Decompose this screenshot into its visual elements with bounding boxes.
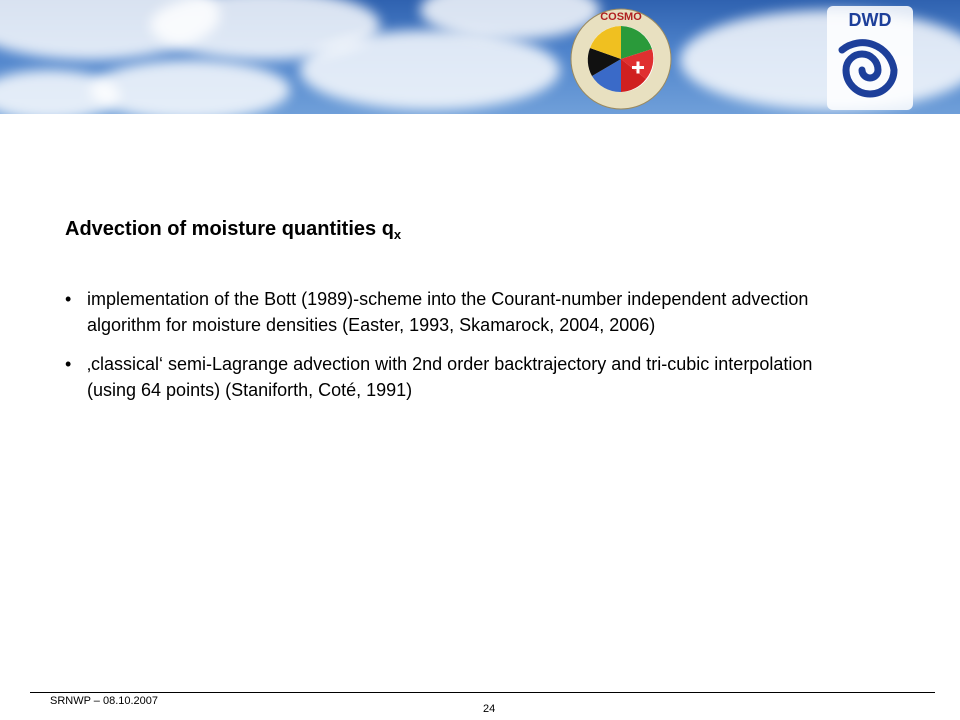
bullet-icon: • bbox=[65, 354, 72, 374]
dwd-logo bbox=[815, 4, 921, 110]
slide-title bbox=[65, 218, 401, 242]
bullet-item bbox=[65, 351, 845, 403]
page-number: 24 bbox=[483, 703, 496, 715]
footer-event-date: SRNWP – 08.10.2007 bbox=[50, 695, 159, 707]
cloud bbox=[90, 60, 290, 114]
bullet-text: implementation of the Bott (1989)-scheme into the Courant-number independent advection algorithm for moisture densities (Easter, 1993, Skamarock, 2004, 2006) bbox=[87, 289, 809, 335]
cosmo-logo bbox=[568, 6, 674, 112]
cosmo-logo-text: COSMO bbox=[600, 11, 642, 23]
dwd-logo-text: DWD bbox=[848, 10, 892, 30]
bullet-item bbox=[65, 286, 845, 338]
footer-divider bbox=[30, 692, 935, 693]
bullet-icon: • bbox=[65, 289, 72, 309]
bullet-text: ‚classical‘ semi-Lagrange advection with 2nd order backtrajectory and tri-cubic interpolation (using 64 points) (Staniforth, Coté, 1991) bbox=[87, 354, 813, 400]
header-banner bbox=[0, 0, 960, 114]
slide-title-subscript: x bbox=[393, 227, 402, 242]
bullet-list bbox=[65, 286, 845, 416]
slide-title-text: Advection of moisture quantities q bbox=[65, 218, 394, 240]
cloud bbox=[300, 30, 560, 110]
